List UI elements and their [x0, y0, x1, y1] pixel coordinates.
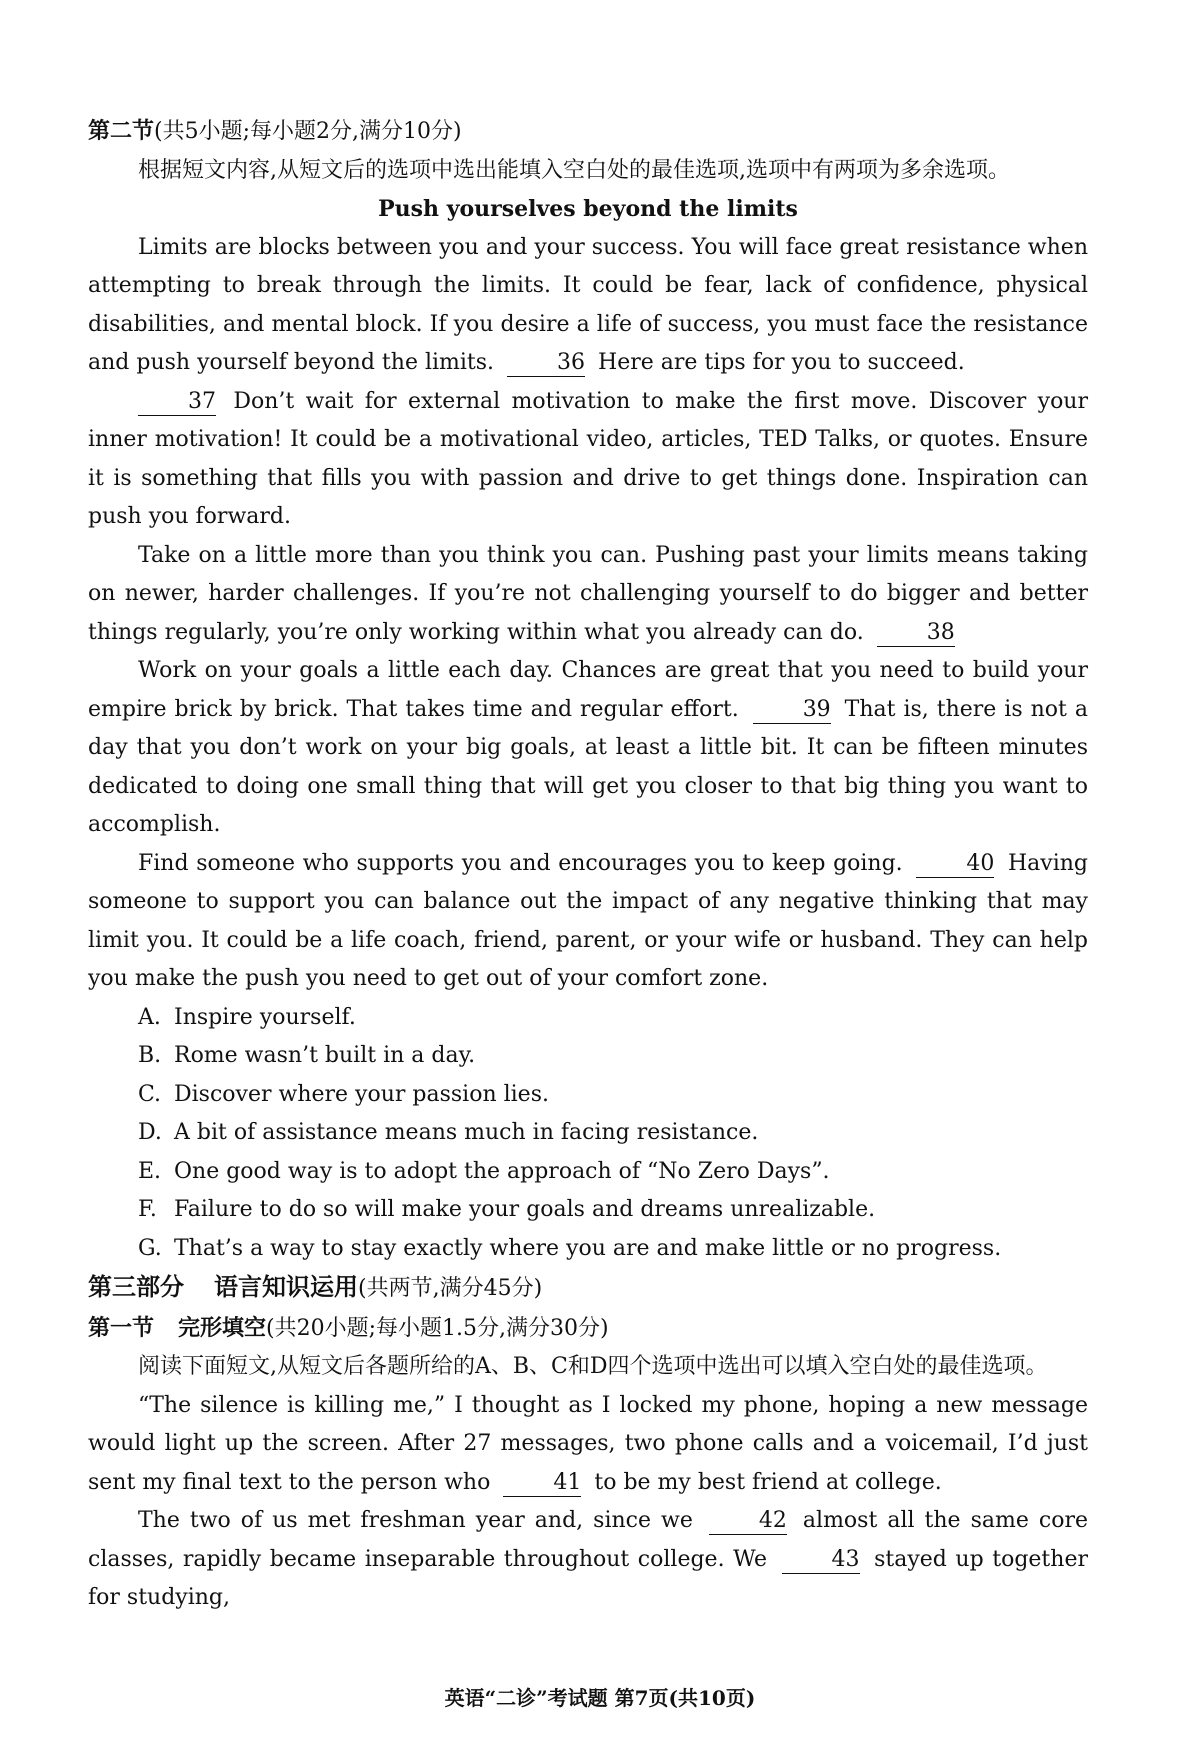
option-letter: B.	[138, 1043, 162, 1068]
paragraph-text: Don’t wait for external motivation to make the first move. Discover your inner motivation! It could be a motivational video, articles, TED Talks, or quotes. Ensure it is something that fills you with passion and drive to get things done. Inspiration can push you forward.	[88, 388, 1088, 529]
paragraph-text: The two of us met freshman year and, since we	[138, 1508, 693, 1533]
cloze-instruction: 阅读下面短文,从短文后各题所给的A、B、C和D四个选项中选出可以填入空白处的最佳选项。	[138, 1354, 1048, 1379]
option-letter: A.	[138, 1004, 161, 1030]
option-item	[138, 1230, 1088, 1269]
passage-title: Push yourselves beyond the limits	[378, 196, 798, 222]
option-text: Inspire yourself.	[174, 1004, 356, 1030]
part3-heading-label: 第三部分	[88, 1272, 184, 1301]
option-text: Failure to do so will make your goals and dreams unrealizable.	[174, 1197, 876, 1222]
section2-heading-note: (共5小题;每小题2分,满分10分)	[154, 119, 462, 144]
cloze-paragraph-1	[88, 1387, 1088, 1503]
paragraph-text: Having someone to support you can balance out the impact of any negative thinking that may limit you. It could be a life coach, friend, parent, or your wife or husband. They can help you make the push you need to get out of your comfort zone.	[88, 850, 1088, 991]
option-letter: C.	[138, 1081, 162, 1107]
option-text: Discover where your passion lies.	[174, 1081, 549, 1107]
option-item	[138, 1037, 1088, 1076]
option-text: That’s a way to stay exactly where you are and make little or no progress.	[174, 1235, 1002, 1261]
paragraph-text: stayed up together for studying,	[88, 1546, 1088, 1610]
paragraph-text: “The silence is killing me,” I thought as I locked my phone, hoping a new message would light up the screen. After 27 messages, two phone calls and a voicemail, I’d just sent my final text to the person who	[88, 1392, 1088, 1495]
option-item	[138, 1114, 1088, 1153]
passage-paragraph-2	[88, 383, 1088, 537]
cloze-section-heading	[88, 1309, 1088, 1349]
blank-43: 43	[782, 1547, 860, 1574]
part3-heading-note: (共两节,满分45分)	[358, 1276, 543, 1301]
blank-37: 37	[138, 389, 216, 416]
blank-36: 36	[507, 350, 585, 377]
part3-heading	[88, 1268, 1088, 1309]
option-text: One good way is to adopt the approach of “No Zero Days”.	[174, 1158, 830, 1184]
option-item	[138, 1191, 1088, 1230]
paragraph-text: Here are tips for you to succeed.	[598, 350, 965, 375]
option-letter: G.	[138, 1235, 162, 1261]
option-letter: E.	[138, 1158, 162, 1184]
option-item	[138, 1153, 1088, 1192]
paragraph-text: Take on a little more than you think you can. Pushing past your limits means taking on newer, harder challenges. If you’re not challenging yourself to do bigger and better things regularly, you’re only working within what you already can do.	[88, 542, 1088, 645]
passage-paragraph-3	[88, 537, 1088, 653]
paragraph-text: Find someone who supports you and encourages you to keep going.	[138, 850, 903, 876]
section2-heading-label: 第二节	[88, 118, 155, 144]
page-footer: 英语“二诊”考试题 第7页(共10页)	[444, 1686, 756, 1710]
paragraph-text: Work on your goals a little each day. Chances are great that you need to build your empire brick by brick. That takes time and regular effort.	[88, 658, 1088, 722]
blank-40: 40	[916, 851, 994, 878]
page-content	[88, 112, 1088, 1618]
paragraph-text: almost all the same core classes, rapidly became inseparable throughout college. We	[88, 1508, 1088, 1572]
option-item	[138, 1076, 1088, 1115]
option-text: A bit of assistance means much in facing resistance.	[174, 1120, 759, 1145]
cloze-paragraph-2	[88, 1502, 1088, 1618]
blank-38: 38	[877, 620, 955, 647]
section2-heading	[88, 112, 1088, 152]
answer-options	[88, 999, 1088, 1269]
paragraph-text: That is, there is not a day that you don’t work on your big goals, at least a little bit. It can be fifteen minutes dedicated to doing one small thing that will get you closer to that big thing you want to accomplish.	[88, 696, 1088, 837]
paragraph-text: Limits are blocks between you and your success. You will face great resistance when attempting to break through the limits. It could be fear, lack of confidence, physical disabilities, and mental block. If you desire a life of success, you must face the resistance and push yourself beyond the limits.	[88, 234, 1088, 375]
paragraph-text: to be my best friend at college.	[594, 1469, 942, 1495]
option-text: Rome wasn’t built in a day.	[174, 1043, 476, 1068]
passage-paragraph-1	[88, 229, 1088, 383]
cloze-section-note: (共20小题;每小题1.5分,满分30分)	[266, 1315, 609, 1341]
passage-paragraph-5	[88, 845, 1088, 999]
option-letter: F.	[138, 1197, 157, 1222]
passage-paragraph-4	[88, 652, 1088, 845]
cloze-section-sub: 完形填空	[178, 1314, 267, 1341]
cloze-section-label: 第一节	[88, 1314, 155, 1341]
option-item	[138, 999, 1088, 1038]
blank-41: 41	[503, 1470, 581, 1497]
blank-42: 42	[709, 1508, 787, 1535]
option-letter: D.	[138, 1120, 162, 1145]
section2-instruction: 根据短文内容,从短文后的选项中选出能填入空白处的最佳选项,选项中有两项为多余选项。	[138, 157, 1010, 183]
part3-heading-sub: 语言知识运用	[214, 1272, 358, 1301]
blank-39: 39	[753, 697, 831, 724]
